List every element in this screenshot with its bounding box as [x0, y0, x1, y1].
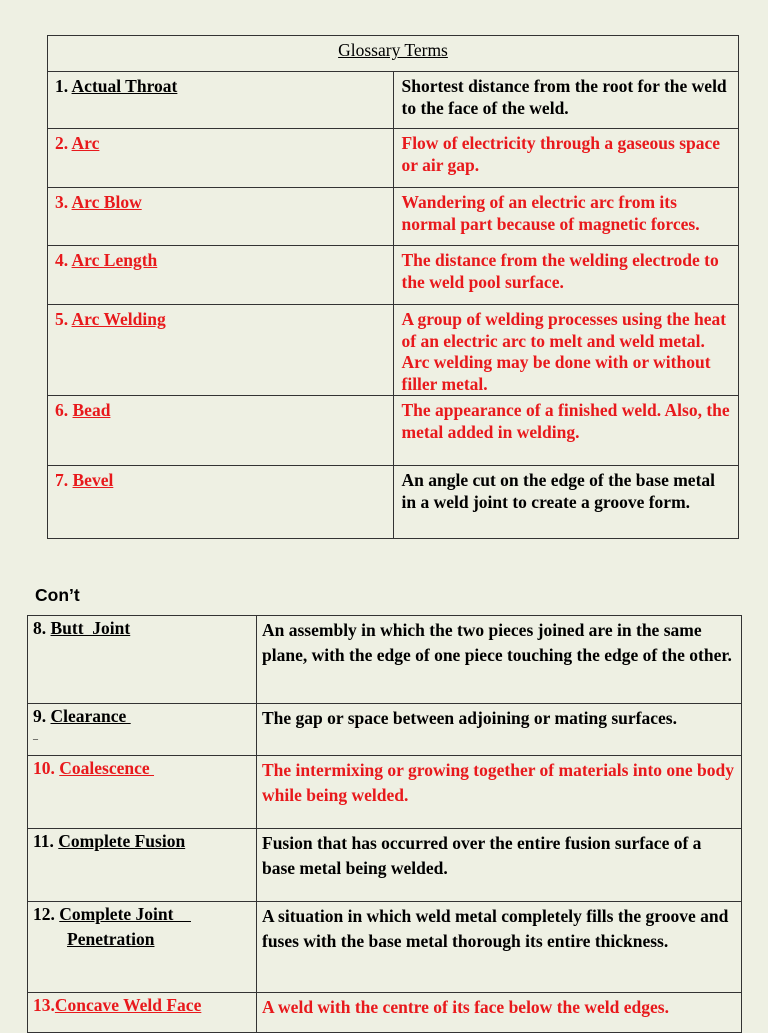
term-label: Butt Joint [50, 618, 131, 638]
table-row [28, 756, 742, 829]
definition-cell: Flow of electricity through a gaseous space or air gap. [393, 129, 739, 188]
glossary-table [47, 35, 739, 539]
term-label: Coalescence [59, 758, 155, 778]
term-label: Clearance [50, 706, 131, 726]
definition-cell: A situation in which weld metal completely fills the groove and fuses with the base metal thorough its entire thickness. [257, 902, 742, 993]
table-row [28, 902, 742, 993]
table-row [48, 72, 739, 129]
definition-cell: Wandering of an electric arc from its normal part because of magnetic forces. [393, 188, 739, 246]
glossary-table-continued [27, 615, 742, 1033]
term-label: Arc Welding [71, 309, 166, 329]
table-row [48, 466, 739, 539]
term-number: 13. [33, 995, 55, 1015]
term-cell [48, 188, 394, 246]
definition-cell: The intermixing or growing together of materials into one body while being welded. [257, 756, 742, 829]
table-row [48, 305, 739, 396]
definition-cell: An assembly in which the two pieces joined are in the same plane, with the edge of one piece touching the edge of the other. [257, 616, 742, 704]
term-cell [48, 305, 394, 396]
term-cell [48, 396, 394, 466]
glossary-title: Glossary Terms [338, 40, 448, 60]
term-label: Complete Joint [59, 904, 191, 924]
stray-mark: _ [33, 729, 38, 741]
term-number: 4. [55, 250, 72, 270]
term-label: Complete Fusion [58, 831, 186, 851]
term-label: Actual Throat [71, 76, 178, 96]
term-label: Arc [71, 133, 100, 153]
table-row [48, 246, 739, 305]
definition-cell: Shortest distance from the root for the weld to the face of the weld. [393, 72, 739, 129]
term-number: 10. [33, 758, 60, 778]
term-label: Arc Length [71, 250, 158, 270]
term-cell [28, 829, 257, 902]
term-number: 2. [55, 133, 72, 153]
table-row [28, 616, 742, 704]
term-number: 9. [33, 706, 51, 726]
term-number: 6. [55, 400, 73, 420]
definition-cell: A weld with the centre of its face below the weld edges. [257, 993, 742, 1033]
term-label: Arc Blow [71, 192, 142, 212]
table-row [48, 188, 739, 246]
definition-cell: The gap or space between adjoining or mating surfaces. [257, 704, 742, 756]
table-row [28, 829, 742, 902]
definition-cell: The distance from the welding electrode to the weld pool surface. [393, 246, 739, 305]
term-cell [28, 756, 257, 829]
table-row [48, 129, 739, 188]
term-number: 5. [55, 309, 72, 329]
term-label: Bevel [72, 470, 114, 490]
term-cell [28, 993, 257, 1033]
term-number: 12. [33, 904, 60, 924]
term-label-continued: Penetration [67, 928, 155, 949]
term-label: Bead [72, 400, 111, 420]
term-cell [48, 72, 394, 129]
term-number: 3. [55, 192, 72, 212]
term-label: Concave Weld Face [54, 995, 202, 1015]
term-cell [48, 129, 394, 188]
term-cell [28, 902, 257, 993]
term-cell [48, 246, 394, 305]
term-number: 7. [55, 470, 73, 490]
definition-cell: Fusion that has occurred over the entire fusion surface of a base metal being welded. [257, 829, 742, 902]
term-number: 11. [33, 831, 59, 851]
definition-cell: An angle cut on the edge of the base metal in a weld joint to create a groove form. [393, 466, 739, 539]
definition-cell: The appearance of a finished weld. Also, the metal added in welding. [393, 396, 739, 466]
table-row [48, 396, 739, 466]
term-number: 1. [55, 76, 72, 96]
term-number: 8. [33, 618, 51, 638]
term-cell [28, 704, 257, 756]
definition-cell: A group of welding processes using the heat of an electric arc to melt and weld metal. Arc welding may be done with or without filler metal. [393, 305, 739, 396]
term-cell [48, 466, 394, 539]
term-cell [28, 616, 257, 704]
table-row [28, 704, 742, 756]
continued-label: Con’t [35, 585, 80, 605]
glossary-title-cell [48, 36, 739, 72]
table-row [28, 993, 742, 1033]
